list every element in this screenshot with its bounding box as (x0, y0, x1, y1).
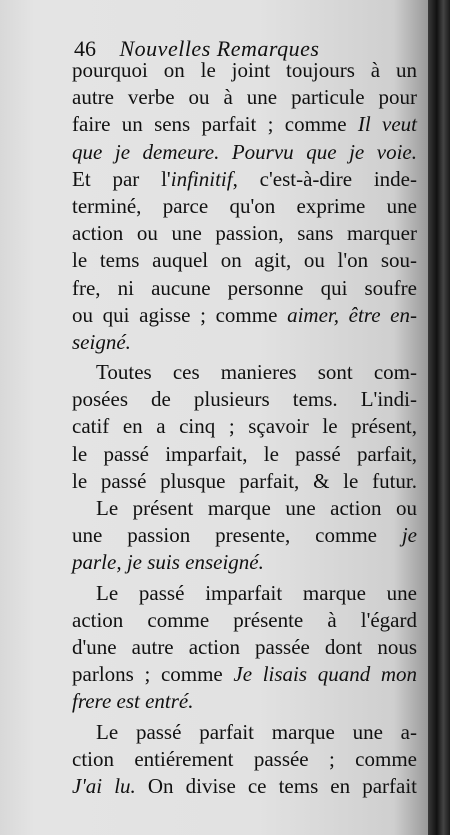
text-line (72, 139, 417, 166)
italic-text: J'ai lu. (72, 773, 136, 798)
text-span: Le passé imparfait marque une (96, 580, 417, 605)
text-span: terminé, parce qu'on exprime une (72, 193, 417, 218)
text-line (72, 746, 417, 773)
italic-text: infinitif (170, 166, 233, 191)
italic-text: aimer, être en- (287, 302, 417, 327)
text-span: le tems auquel on agit, ou l'on sou- (72, 248, 417, 273)
text-line (72, 302, 417, 329)
text-line (72, 57, 417, 84)
text-span: , c'est-à-dire inde- (232, 166, 417, 191)
text-span: posées de plusieurs tems. L'indi- (72, 387, 417, 412)
text-span: pourquoi on le joint toujours à un (72, 58, 417, 82)
text-line (72, 441, 417, 468)
text-span: ou qui agisse ; comme (72, 302, 288, 327)
text-span: faire un sens parfait ; comme (72, 112, 358, 137)
text-span: ction entiérement passée ; comme (72, 746, 417, 771)
text-span: Le passé parfait marque une a- (96, 719, 417, 744)
text-line (72, 386, 417, 413)
page-number: 46 (74, 36, 96, 61)
text-span: action comme présente à l'égard (72, 607, 417, 632)
text-line (72, 607, 417, 634)
italic-text: que je demeure. Pourvu que je voie. (72, 139, 417, 164)
text-line (72, 84, 417, 111)
italic-text: parle, je suis enseigné. (72, 550, 264, 575)
text-span: une passion presente, comme (72, 523, 402, 548)
text-line (72, 549, 417, 576)
text-line (72, 329, 417, 356)
text-line (72, 193, 417, 220)
running-title: Nouvelles Remarques (119, 36, 320, 61)
text-line (72, 247, 417, 274)
text-span: le passé imparfait, le passé parfait, (72, 441, 417, 466)
text-line (72, 580, 417, 607)
text-line (72, 413, 417, 440)
text-span: On divise ce tems en parfait (135, 773, 418, 798)
text-line (72, 166, 417, 193)
text-line (72, 468, 417, 495)
text-line (72, 522, 417, 549)
text-span: Et par l' (72, 166, 171, 191)
text-line (72, 220, 417, 247)
italic-text: Je lisais quand mon (233, 662, 417, 687)
italic-text: Il veut (357, 112, 417, 137)
text-span: Le présent marque une action ou (96, 496, 417, 520)
text-line (72, 275, 417, 302)
page-edge (428, 0, 450, 835)
text-span: parlons ; comme (72, 662, 234, 687)
italic-text: je (401, 523, 417, 548)
text-line (72, 773, 417, 800)
text-span: Toutes ces manieres sont com- (96, 360, 417, 385)
text-span: fre, ni aucune personne qui soufre (72, 275, 417, 300)
text-line (72, 111, 417, 138)
text-span: catif en a cinq ; sçavoir le présent, (72, 414, 417, 439)
italic-text: frere est entré. (72, 689, 194, 714)
text-line (72, 495, 417, 522)
text-span: le passé plusque parfait, & le futur. (72, 468, 417, 493)
text-line (72, 634, 417, 661)
italic-text: seigné. (72, 329, 131, 354)
text-line (72, 359, 417, 386)
text-span: action ou une passion, sans marquer (72, 221, 417, 246)
text-line (72, 719, 417, 746)
text-line (72, 661, 417, 688)
text-line (72, 688, 417, 715)
body-text (72, 57, 417, 800)
text-span: d'une autre action passée dont nous (72, 634, 417, 659)
text-span: autre verbe ou à une particule pour (72, 85, 417, 110)
